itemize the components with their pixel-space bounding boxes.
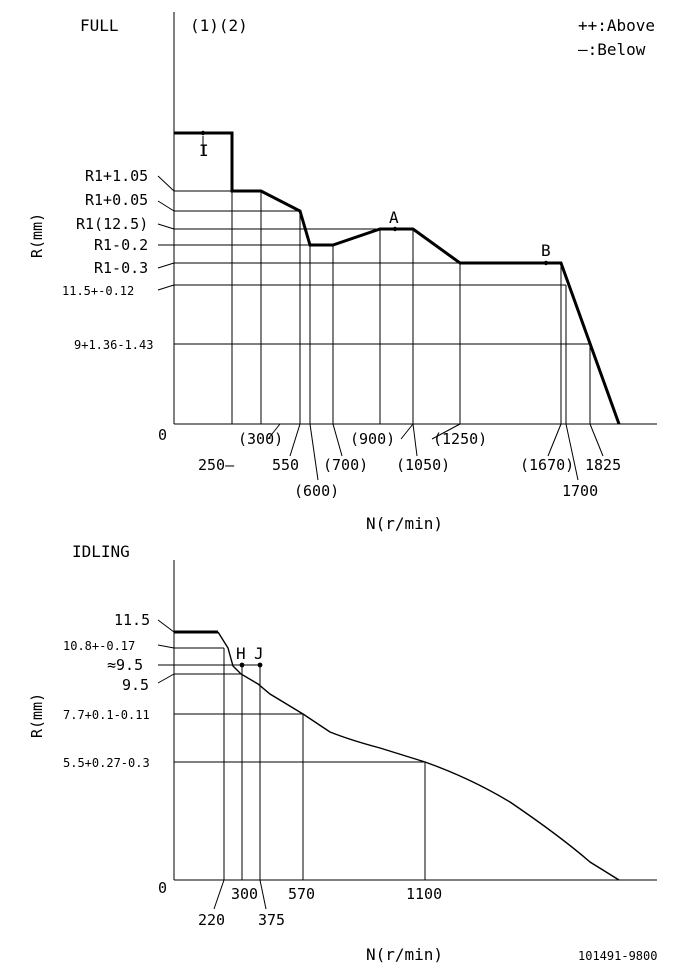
legend-above: ++:Above bbox=[578, 16, 656, 35]
idling-point-markers bbox=[232, 663, 262, 668]
idling-x-label-570: 570 bbox=[288, 885, 316, 903]
full-x-label-900: (900) bbox=[350, 430, 396, 448]
full-x-label-1825: 1825 bbox=[585, 456, 622, 474]
idling-x-label-1100: 1100 bbox=[406, 885, 443, 903]
drawing-number: 101491-9800 bbox=[578, 949, 658, 963]
full-x-axis-title: N(r/min) bbox=[366, 514, 444, 533]
idling-y-label-9-5: 9.5 bbox=[122, 676, 150, 694]
point-label-j: J bbox=[254, 644, 264, 663]
idling-x-label-220: 220 bbox=[198, 911, 226, 929]
full-x-label-550: 550 bbox=[272, 456, 300, 474]
full-y-label-r1: R1(12.5) bbox=[76, 215, 149, 233]
full-load-curve bbox=[174, 133, 619, 424]
idling-y-label-10-8: 10.8+-0.17 bbox=[63, 639, 136, 653]
full-vertical-guides bbox=[232, 133, 590, 424]
idling-y-label-5-5: 5.5+0.27-0.3 bbox=[63, 756, 150, 770]
full-y-label-leaders bbox=[158, 176, 174, 290]
idling-y-label-leaders bbox=[158, 620, 174, 683]
point-label-b: B bbox=[541, 241, 551, 260]
full-y-axis-title: R(mm) bbox=[28, 212, 46, 258]
legend-below: —:Below bbox=[578, 40, 646, 59]
idling-x-axis-title: N(r/min) bbox=[366, 945, 444, 964]
full-y-label-r1-minus-0-2: R1-0.2 bbox=[94, 236, 149, 254]
full-y-label-r1-minus-0-3: R1-0.3 bbox=[94, 259, 149, 277]
full-x-label-250: 250— bbox=[198, 456, 235, 474]
full-x-label-600: (600) bbox=[294, 482, 340, 500]
idling-y-label-zero: 0 bbox=[158, 879, 168, 897]
idling-y-axis-title: R(mm) bbox=[28, 692, 46, 738]
idling-y-label-7-7: 7.7+0.1-0.11 bbox=[63, 708, 150, 722]
idling-title: IDLING bbox=[72, 542, 130, 561]
full-y-label-9: 9+1.36-1.43 bbox=[74, 338, 154, 352]
full-x-label-1670: (1670) bbox=[520, 456, 575, 474]
full-x-label-1250: (1250) bbox=[433, 430, 488, 448]
idling-curve bbox=[218, 632, 619, 880]
idling-y-label-11-5: 11.5 bbox=[114, 611, 151, 629]
full-y-label-r1-plus-0-05: R1+0.05 bbox=[85, 191, 149, 209]
full-x-label-1050: (1050) bbox=[396, 456, 451, 474]
point-label-a: A bbox=[389, 208, 399, 227]
point-label-i: I bbox=[199, 141, 209, 160]
point-label-h: H bbox=[236, 644, 246, 663]
full-notes: (1)(2) bbox=[190, 16, 248, 35]
full-y-label-11-5: 11.5+-0.12 bbox=[62, 284, 135, 298]
full-x-label-700: (700) bbox=[323, 456, 369, 474]
full-y-label-r1-plus-1-05: R1+1.05 bbox=[85, 167, 149, 185]
full-title: FULL bbox=[80, 16, 119, 35]
full-y-label-zero: 0 bbox=[158, 426, 168, 444]
idling-y-label-approx-9-5: ≈9.5 bbox=[107, 656, 144, 674]
full-x-label-300: (300) bbox=[238, 430, 284, 448]
idling-horizontal-guides bbox=[174, 648, 425, 762]
idling-x-label-375: 375 bbox=[258, 911, 286, 929]
full-x-label-1700: 1700 bbox=[562, 482, 599, 500]
idling-x-label-300: 300 bbox=[231, 885, 259, 903]
idling-vertical-guides bbox=[224, 648, 425, 880]
full-horizontal-guides bbox=[174, 191, 590, 344]
